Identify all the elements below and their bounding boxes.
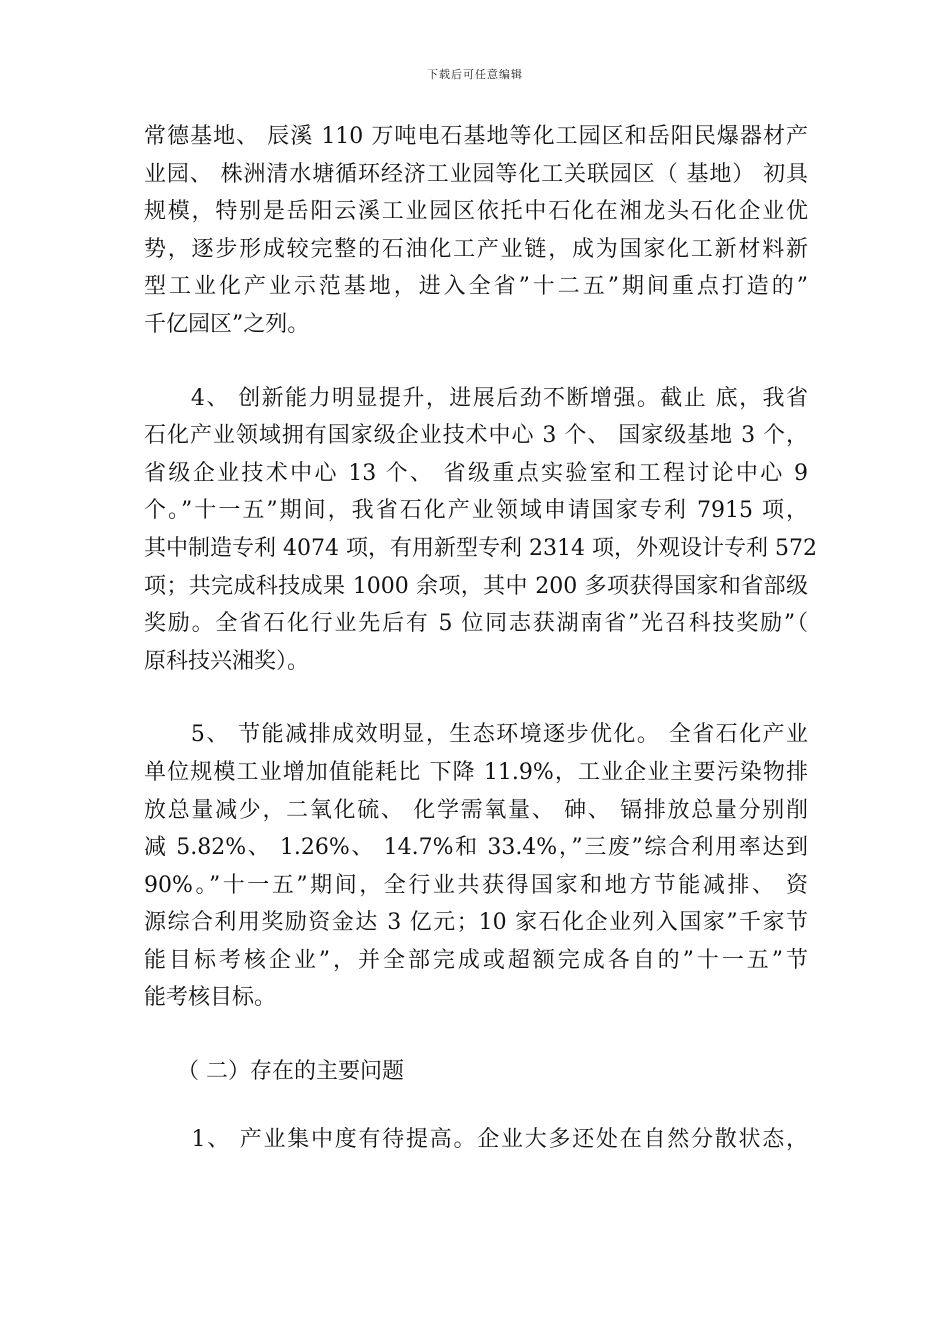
text-line: 其中制造专利 4074 项，有用新型专利 2314 项，外观设计专利 572 <box>144 535 817 561</box>
text-line: 型工业化产业示范基地，进入全省”十二五”期间重点打造的” <box>144 274 808 300</box>
text-line: 4、 创新能力明显提升，进展后劲不断增强。截止 底，我省 <box>144 385 808 411</box>
text-line: 个。”十一五”期间，我省石化产业领域申请国家专利 7915 项， <box>144 498 808 524</box>
text-line: 90%。”十一五”期间，全行业共获得国家和地方节能减排、 资 <box>144 872 808 898</box>
text-line: 原科技兴湘奖）。 <box>144 648 310 674</box>
text-line: 5、 节能减排成效明显，生态环境逐步优化。 全省石化产业 <box>144 722 808 748</box>
text-line: 单位规模工业增加值能耗比 下降 11.9%，工业企业主要污染物排 <box>144 759 808 785</box>
page-header: 下载后可任意编辑 <box>427 68 523 81</box>
text-line: 业园、 株洲清水塘循环经济工业园等化工关联园区（ 基地） 初具 <box>144 161 808 187</box>
text-line: 规模，特别是岳阳云溪工业园区依托中石化在湘龙头石化企业优 <box>144 199 808 225</box>
text-line: 省级企业技术中心 13 个、 省级重点实验室和工程讨论中心 9 <box>144 460 808 486</box>
text-line: 减 5.82%、 1.26%、 14.7%和 33.4%，”三废”综合利用率达到 <box>144 835 808 861</box>
text-line: 势，逐步形成较完整的石油化工产业链，成为国家化工新材料新 <box>144 236 808 262</box>
paragraph-gap <box>144 680 808 716</box>
text-line: 1、 产业集中度有待提高。企业大多还处在自然分散状态， <box>144 1126 808 1152</box>
paragraph-innovation <box>144 380 817 681</box>
paragraph-gap <box>144 344 808 380</box>
text-line: 常德基地、 辰溪 110 万吨电石基地等化工园区和岳阳民爆器材产 <box>144 124 808 149</box>
paragraph-gap <box>144 1091 808 1121</box>
text-line: 能目标考核企业”，并全部完成或超额完成各自的”十一五”节 <box>144 947 808 973</box>
text-line: 能考核目标。 <box>144 985 277 1011</box>
text-line: 奖励。全省石化行业先后有 5 位同志获湖南省”光召科技奖励”（ <box>144 611 808 637</box>
text-line: 千亿园区”之列。 <box>144 311 310 337</box>
text-line: 项；共完成科技成果 1000 余项，其中 200 多项获得国家和省部级 <box>144 573 808 599</box>
text-line: 放总量减少，二氧化硫、 化学需氧量、 砷、 镉排放总量分别削 <box>144 797 808 823</box>
paragraph-gap <box>144 1017 808 1053</box>
document-body <box>144 118 817 1158</box>
paragraph-energy-saving <box>144 716 808 1017</box>
text-line: 源综合利用奖励资金达 3 亿元；10 家石化企业列入国家”千家节 <box>144 910 808 936</box>
text-line: 石化产业领域拥有国家级企业技术中心 3 个、 国家级基地 3 个， <box>144 423 808 449</box>
paragraph-park-continuation <box>144 118 808 344</box>
section-heading: （ 二）存在的主要问题 <box>144 1059 404 1085</box>
